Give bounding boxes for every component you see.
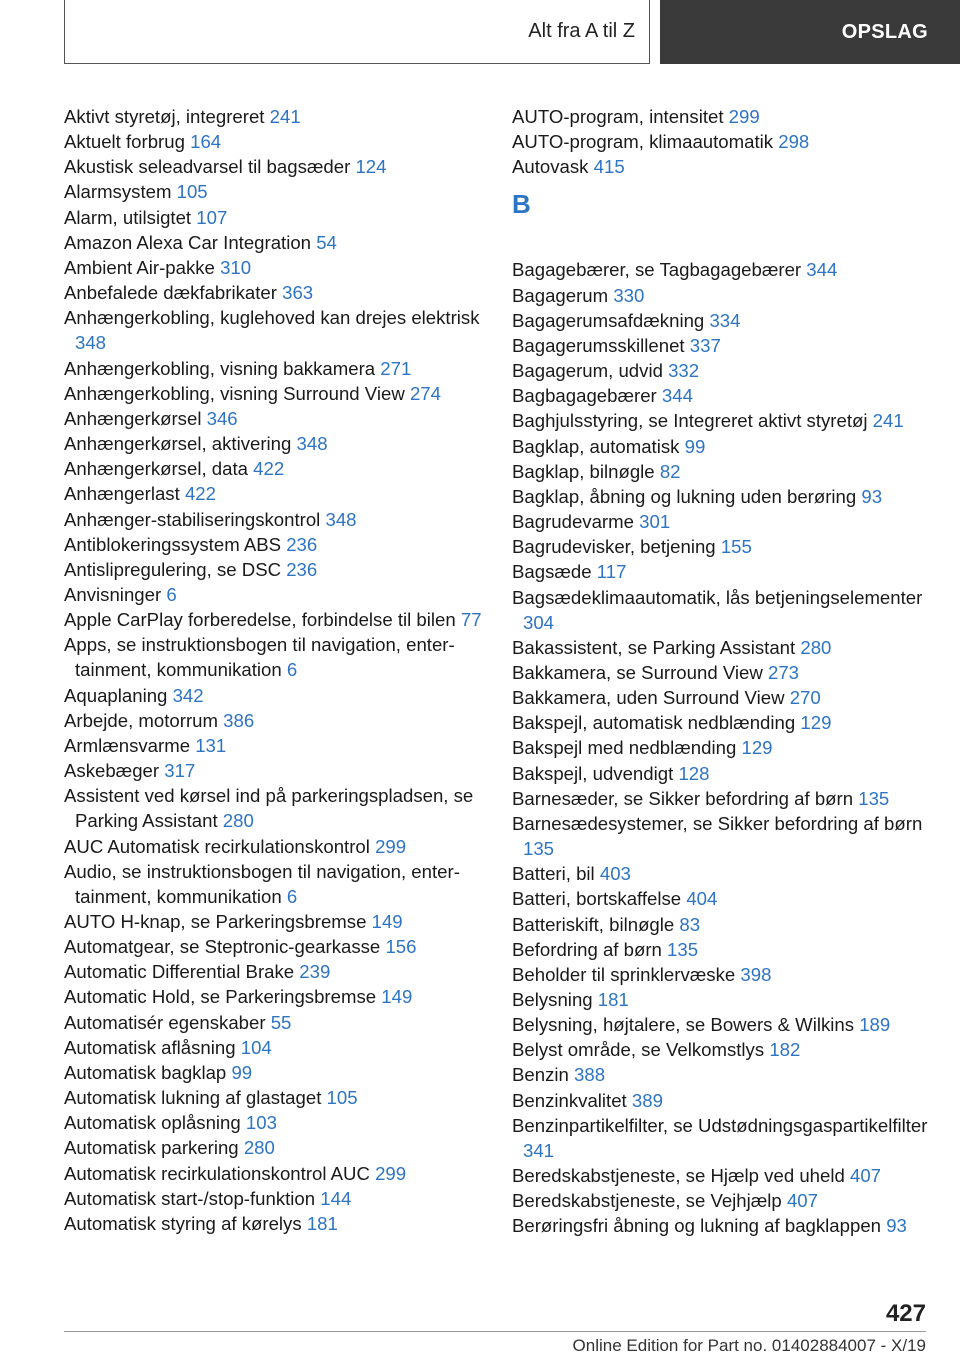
index-entry bbox=[512, 308, 932, 333]
index-page-link[interactable]: 117 bbox=[596, 561, 627, 583]
index-entry bbox=[64, 1010, 484, 1035]
index-entry-text: Beholder til sprinklervæske bbox=[512, 963, 736, 985]
index-entry bbox=[512, 635, 932, 660]
index-page-link[interactable]: 181 bbox=[597, 989, 629, 1010]
index-entry-text: Berøringsfri åbning og lukning af bagklappen bbox=[512, 1215, 882, 1237]
index-entry-text: Batteri, bortskaffelse bbox=[512, 888, 682, 910]
index-page-link[interactable]: 241 bbox=[269, 106, 301, 127]
index-page-link[interactable]: 135 bbox=[523, 838, 555, 860]
index-entry bbox=[512, 962, 932, 987]
index-entry bbox=[512, 534, 932, 559]
index-entry bbox=[64, 632, 484, 682]
index-entry-text: Anhængerkobling, kuglehoved kan drejes elektrisk bbox=[64, 307, 480, 329]
index-entry bbox=[64, 1211, 484, 1236]
index-entry bbox=[512, 1188, 932, 1213]
index-entry bbox=[64, 1035, 484, 1060]
index-entry-text: Bagrudevarme bbox=[512, 511, 634, 533]
index-page-link[interactable]: 105 bbox=[326, 1087, 358, 1109]
index-page-link[interactable]: 189 bbox=[859, 1014, 891, 1036]
index-entry-text: Baghjulsstyring, se Integreret aktivt styretøj bbox=[512, 410, 868, 432]
index-entry bbox=[64, 959, 484, 984]
index-entry bbox=[512, 886, 932, 911]
index-entry bbox=[64, 582, 484, 607]
index-entry bbox=[64, 1161, 484, 1186]
index-entry bbox=[512, 459, 932, 484]
index-entry bbox=[512, 358, 932, 383]
index-page-link[interactable]: 124 bbox=[355, 156, 387, 178]
index-entry bbox=[64, 1135, 484, 1160]
index-entry-text: Anvisninger bbox=[64, 583, 162, 605]
index-entry-text: AUC Automatisk recirkulationskontrol bbox=[64, 835, 370, 857]
index-page-link[interactable]: 144 bbox=[320, 1187, 352, 1209]
index-page-link[interactable]: 404 bbox=[686, 888, 718, 910]
index-page-link[interactable]: 386 bbox=[223, 709, 255, 731]
index-page-link[interactable]: 299 bbox=[728, 106, 760, 127]
index-page-link[interactable]: 299 bbox=[375, 835, 407, 857]
index-entry-text: Bagsæde bbox=[512, 561, 592, 583]
index-entry-text: Bagbagagebærer bbox=[512, 385, 657, 407]
index-page-link[interactable]: 271 bbox=[380, 357, 412, 379]
index-page-link[interactable]: 348 bbox=[325, 508, 357, 530]
index-entry-text: Belysning, højtalere, se Bowers & Wilkins bbox=[512, 1014, 855, 1036]
header-chapter-title: OPSLAG bbox=[841, 20, 928, 43]
index-entry bbox=[512, 1213, 932, 1238]
index-entry bbox=[512, 761, 932, 786]
index-entry-text: Anhængerkørsel bbox=[64, 407, 202, 429]
index-entry bbox=[512, 585, 932, 635]
index-entry-text: Anhængerkobling, visning Surround View bbox=[64, 382, 405, 404]
index-page-link[interactable]: 332 bbox=[668, 360, 700, 382]
index-entry-text: Automatisk start-/stop-funktion bbox=[64, 1187, 316, 1209]
index-entry bbox=[64, 280, 484, 305]
index-page-link[interactable]: 298 bbox=[778, 131, 810, 153]
index-page-link[interactable]: 273 bbox=[767, 661, 800, 683]
index-page-link[interactable]: 389 bbox=[631, 1089, 663, 1111]
index-page-link[interactable]: 149 bbox=[371, 911, 403, 932]
index-entry-text: Beredskabstjeneste, se Vejhjælp bbox=[512, 1190, 782, 1212]
index-entry-text: AUTO-program, klimaautomatik bbox=[512, 131, 774, 153]
index-entry bbox=[64, 708, 484, 733]
index-entry bbox=[64, 104, 484, 129]
index-letter-heading: B bbox=[512, 189, 531, 220]
index-page-link[interactable]: 82 bbox=[659, 460, 681, 482]
index-entry bbox=[64, 834, 484, 859]
index-entry bbox=[512, 912, 932, 937]
index-page-link[interactable]: 239 bbox=[299, 961, 331, 983]
index-entry bbox=[64, 758, 484, 783]
index-entry bbox=[64, 456, 484, 481]
index-entry bbox=[64, 507, 484, 532]
index-page-link[interactable]: 403 bbox=[599, 863, 631, 885]
index-entry-text: Automatisk bagklap bbox=[64, 1061, 227, 1083]
index-page-link[interactable]: 164 bbox=[190, 131, 222, 153]
index-page-link[interactable]: 236 bbox=[286, 558, 318, 580]
index-page-link[interactable]: 181 bbox=[306, 1212, 338, 1234]
index-entry bbox=[64, 255, 484, 280]
index-entry bbox=[64, 783, 484, 833]
index-page-link[interactable]: 346 bbox=[206, 407, 238, 429]
index-entry-text: AUTO H-knap, se Parkeringsbremse bbox=[64, 911, 367, 932]
index-entry-text: Benzin bbox=[512, 1064, 569, 1086]
index-page-link[interactable]: 280 bbox=[243, 1137, 275, 1159]
index-entry-text: Autovask bbox=[512, 156, 589, 178]
index-page-link[interactable]: 415 bbox=[593, 156, 625, 178]
index-entry bbox=[512, 104, 932, 129]
index-page-link[interactable]: 280 bbox=[800, 636, 832, 658]
index-entry bbox=[512, 434, 932, 459]
index-column-left bbox=[64, 104, 484, 1236]
index-entry bbox=[512, 129, 932, 154]
index-entry bbox=[64, 934, 484, 959]
index-entry-text: Bakspejl, automatisk nedblænding bbox=[512, 712, 796, 734]
index-page-link[interactable]: 129 bbox=[741, 737, 773, 759]
index-page-link[interactable]: 422 bbox=[253, 458, 285, 480]
index-entry bbox=[64, 431, 484, 456]
index-page-link[interactable]: 344 bbox=[661, 385, 693, 407]
index-entry bbox=[64, 381, 484, 406]
index-entry bbox=[512, 987, 932, 1012]
index-page-link[interactable]: 274 bbox=[409, 382, 441, 404]
index-entry-text: Bagagerumsskillenet bbox=[512, 334, 685, 356]
index-entry bbox=[512, 283, 932, 308]
index-entry-text: Anhængerkørsel, aktivering bbox=[64, 433, 292, 455]
index-page-link[interactable]: 129 bbox=[800, 712, 832, 734]
index-entry-text: Akustisk seleadvarsel til bagsæder bbox=[64, 156, 351, 178]
index-entry-text: Anhængerkobling, visning bakkamera bbox=[64, 357, 376, 379]
index-entry bbox=[64, 154, 484, 179]
index-page-link[interactable]: 135 bbox=[667, 938, 699, 960]
index-entry bbox=[512, 786, 932, 811]
index-entry bbox=[512, 484, 932, 509]
index-entry-text: Anhængerlast bbox=[64, 483, 180, 505]
index-page-link[interactable]: 342 bbox=[172, 684, 204, 706]
index-entry-text: Bakspejl med nedblænding bbox=[512, 737, 737, 759]
index-entry-text: Antislipregulering, se DSC bbox=[64, 558, 282, 580]
index-entry bbox=[512, 1113, 932, 1163]
index-entry-text: Barnesæder, se Sikker befordring af børn bbox=[512, 787, 854, 809]
index-page-link[interactable]: 6 bbox=[286, 659, 298, 681]
index-entry-text: Apple CarPlay forberedelse, forbindelse til bilen bbox=[64, 609, 456, 631]
index-group-a bbox=[512, 104, 932, 179]
index-entry-text: Automatgear, se Steptronic-gearkasse bbox=[64, 936, 381, 958]
index-entry-text: Bagagerum bbox=[512, 284, 609, 306]
index-page-link[interactable]: 135 bbox=[858, 787, 890, 809]
index-entry bbox=[64, 230, 484, 255]
index-entry-text: Arbejde, motorrum bbox=[64, 709, 218, 731]
index-entry-text: Automatisk styring af kørelys bbox=[64, 1212, 302, 1234]
index-entry-text: Beredskabstjeneste, se Hjælp ved uheld bbox=[512, 1165, 845, 1187]
index-entry-text: Bagklap, bilnøgle bbox=[512, 460, 655, 482]
index-page-link[interactable]: 77 bbox=[460, 609, 482, 631]
index-entry bbox=[64, 305, 484, 355]
index-entry bbox=[512, 660, 932, 685]
index-entry-text: Aktivt styretøj, integreret bbox=[64, 106, 265, 127]
index-entry bbox=[64, 1186, 484, 1211]
index-entry bbox=[64, 356, 484, 381]
index-entry-text: Alarm, utilsigtet bbox=[64, 206, 192, 228]
header-section-title: Alt fra A til Z bbox=[528, 20, 635, 42]
index-entry-text: Barnesædesystemer, se Sikker befordring af børn bbox=[512, 812, 923, 834]
index-page-link[interactable]: 155 bbox=[720, 536, 752, 558]
index-entry-text: Askebæger bbox=[64, 760, 160, 782]
index-page-link[interactable]: 348 bbox=[75, 332, 107, 354]
index-entry-text: Ambient Air-pakke bbox=[64, 256, 215, 278]
index-entry bbox=[64, 909, 484, 934]
index-page-link[interactable]: 334 bbox=[709, 309, 741, 331]
index-entry bbox=[512, 1037, 932, 1062]
index-entry-text: Bagagerumsafdækning bbox=[512, 309, 705, 331]
index-page-link[interactable]: 6 bbox=[166, 583, 177, 605]
index-entry bbox=[64, 733, 484, 758]
index-entry bbox=[64, 481, 484, 506]
index-entry-text: Bagklap, åbning og lukning uden berøring bbox=[512, 485, 857, 507]
index-entry bbox=[512, 257, 932, 282]
index-entry bbox=[64, 607, 484, 632]
index-entry-text: Bagsædeklimaautomatik, lås betjeningselementer bbox=[512, 586, 923, 608]
index-entry-text: Belyst område, se Velkomstlys bbox=[512, 1039, 765, 1061]
index-page-link[interactable]: 107 bbox=[196, 206, 228, 228]
index-page-link[interactable]: 105 bbox=[176, 181, 208, 203]
index-page-link[interactable]: 344 bbox=[806, 259, 838, 281]
index-page-link[interactable]: 337 bbox=[689, 334, 721, 356]
index-page-link[interactable]: 99 bbox=[231, 1061, 253, 1083]
footer-divider bbox=[64, 1331, 926, 1332]
index-entry-text: Automatic Hold, se Parkeringsbremse bbox=[64, 986, 377, 1008]
index-page-link[interactable]: 398 bbox=[740, 963, 772, 985]
index-entry-text: Anhænger-stabiliseringskontrol bbox=[64, 508, 321, 530]
index-entry bbox=[512, 154, 932, 179]
index-page-link[interactable]: 131 bbox=[195, 734, 227, 756]
index-page-link[interactable]: 301 bbox=[639, 511, 671, 533]
index-entry bbox=[64, 1110, 484, 1135]
index-entry-text: Automatisk aflåsning bbox=[64, 1036, 236, 1058]
index-entry bbox=[512, 408, 932, 433]
index-entry bbox=[64, 557, 484, 582]
index-entry-text: Automatisk recirkulationskontrol AUC bbox=[64, 1162, 370, 1184]
index-page-link[interactable]: 6 bbox=[286, 885, 298, 907]
index-entry-text: Benzinpartikelfilter, se Udstødningsgaspartikelfilter bbox=[512, 1114, 928, 1136]
index-entry-text: Anbefalede dækfabrikater bbox=[64, 282, 277, 304]
index-entry bbox=[64, 179, 484, 204]
index-entry-text: Aquaplaning bbox=[64, 684, 168, 706]
index-entry bbox=[512, 509, 932, 534]
index-entry-text: Bakassistent, se Parking Assistant bbox=[512, 636, 796, 658]
index-page-link[interactable]: 407 bbox=[786, 1190, 818, 1212]
index-entry bbox=[64, 859, 484, 909]
index-page-link[interactable]: 388 bbox=[574, 1064, 606, 1086]
index-entry-text: Assistent ved kørsel ind på parkeringspladsen, se Parking Assistant bbox=[64, 785, 474, 832]
index-page-link[interactable]: 93 bbox=[886, 1215, 907, 1237]
index-entry-text: Benzinkvalitet bbox=[512, 1089, 627, 1111]
index-page-link[interactable]: 363 bbox=[282, 282, 314, 304]
index-entry bbox=[512, 710, 932, 735]
index-entry bbox=[512, 685, 932, 710]
index-entry-text: Bagklap, automatisk bbox=[512, 435, 680, 457]
index-page-link[interactable]: 182 bbox=[769, 1039, 801, 1061]
index-entry bbox=[512, 1062, 932, 1087]
index-page-link[interactable]: 128 bbox=[678, 762, 710, 784]
index-entry-text: Automatisér egenskaber bbox=[64, 1011, 266, 1033]
index-column-right bbox=[512, 104, 932, 1239]
index-entry-text: AUTO-program, intensitet bbox=[512, 106, 724, 127]
index-page-link[interactable]: 270 bbox=[789, 687, 821, 709]
index-page-link[interactable]: 55 bbox=[270, 1011, 292, 1033]
index-page-link[interactable]: 304 bbox=[523, 611, 555, 633]
index-page-link[interactable]: 317 bbox=[164, 760, 196, 782]
index-page-link[interactable]: 103 bbox=[245, 1112, 277, 1134]
index-entry bbox=[64, 984, 484, 1009]
index-entry-text: Automatisk parkering bbox=[64, 1137, 239, 1159]
index-entry bbox=[512, 735, 932, 760]
index-entry-text: Batteriskift, bilnøgle bbox=[512, 913, 675, 935]
index-entry-text: Automatisk oplåsning bbox=[64, 1112, 241, 1134]
index-entry bbox=[64, 406, 484, 431]
index-page-link[interactable]: 236 bbox=[286, 533, 318, 555]
index-entry-text: Amazon Alexa Car Integration bbox=[64, 231, 312, 253]
index-entry-text: Automatic Differential Brake bbox=[64, 961, 295, 983]
index-page-link[interactable]: 104 bbox=[240, 1036, 272, 1058]
index-page-link[interactable]: 422 bbox=[184, 483, 216, 505]
index-entry bbox=[512, 811, 932, 861]
index-entry bbox=[512, 1163, 932, 1188]
index-entry bbox=[64, 1060, 484, 1085]
index-page-link[interactable]: 310 bbox=[220, 256, 252, 278]
index-entry-text: Befordring af børn bbox=[512, 938, 662, 960]
index-entry-text: Anhængerkørsel, data bbox=[64, 458, 248, 480]
index-entry-text: Antiblokeringssystem ABS bbox=[64, 533, 282, 555]
index-page-link[interactable]: 149 bbox=[381, 986, 413, 1008]
index-entry bbox=[512, 861, 932, 886]
index-entry bbox=[64, 683, 484, 708]
index-page-link[interactable]: 341 bbox=[523, 1139, 555, 1161]
index-entry-text: Bagagerum, udvid bbox=[512, 360, 663, 382]
index-entry-text: Bakkamera, se Surround View bbox=[512, 661, 763, 683]
index-entry bbox=[512, 383, 932, 408]
index-entry bbox=[512, 333, 932, 358]
index-entry-text: Bagrudevisker, betjening bbox=[512, 536, 716, 558]
index-entry bbox=[64, 205, 484, 230]
index-entry bbox=[64, 532, 484, 557]
index-page-link[interactable]: 54 bbox=[316, 231, 337, 253]
index-entry-text: Belysning bbox=[512, 989, 593, 1010]
index-entry bbox=[64, 129, 484, 154]
index-entry-text: Bagagebærer, se Tagbagagebærer bbox=[512, 259, 802, 281]
index-page-link[interactable]: 83 bbox=[679, 913, 701, 935]
index-entry-text: Automatisk lukning af glastaget bbox=[64, 1087, 322, 1109]
index-entry bbox=[512, 559, 932, 584]
index-page-link[interactable]: 156 bbox=[385, 936, 417, 958]
index-group-b bbox=[512, 257, 932, 1238]
footer-edition: Online Edition for Part no. 01402884007 - X/19 bbox=[572, 1336, 926, 1355]
index-page-link[interactable]: 330 bbox=[613, 284, 645, 306]
header-chapter-tab bbox=[660, 0, 960, 64]
header-section-tab bbox=[64, 0, 650, 64]
index-page-link[interactable]: 93 bbox=[861, 485, 883, 507]
index-entry bbox=[512, 937, 932, 962]
index-entry-text: Batteri, bil bbox=[512, 863, 595, 885]
index-entry-text: Audio, se instruktionsbogen til navigation, entertainment, kommunikation bbox=[64, 860, 460, 907]
index-page-link[interactable]: 280 bbox=[222, 810, 254, 832]
index-entry-text: Bakkamera, uden Surround View bbox=[512, 687, 785, 709]
page-number: 427 bbox=[885, 1300, 926, 1327]
index-page-link[interactable]: 407 bbox=[850, 1165, 882, 1187]
index-page-link[interactable]: 241 bbox=[872, 410, 904, 432]
index-entry-text: Alarmsystem bbox=[64, 181, 172, 203]
index-page-link[interactable]: 348 bbox=[296, 433, 328, 455]
index-entry-text: Bakspejl, udvendigt bbox=[512, 762, 674, 784]
index-entry-text: Apps, se instruktionsbogen til navigation, entertainment, kommunikation bbox=[64, 634, 455, 681]
index-entry bbox=[64, 1085, 484, 1110]
index-entry-text: Armlænsvarme bbox=[64, 734, 191, 756]
index-entry bbox=[512, 1012, 932, 1037]
index-entry-text: Aktuelt forbrug bbox=[64, 131, 185, 153]
index-page-link[interactable]: 299 bbox=[375, 1162, 407, 1184]
index-entry bbox=[512, 1088, 932, 1113]
index-page-link[interactable]: 99 bbox=[684, 435, 706, 457]
